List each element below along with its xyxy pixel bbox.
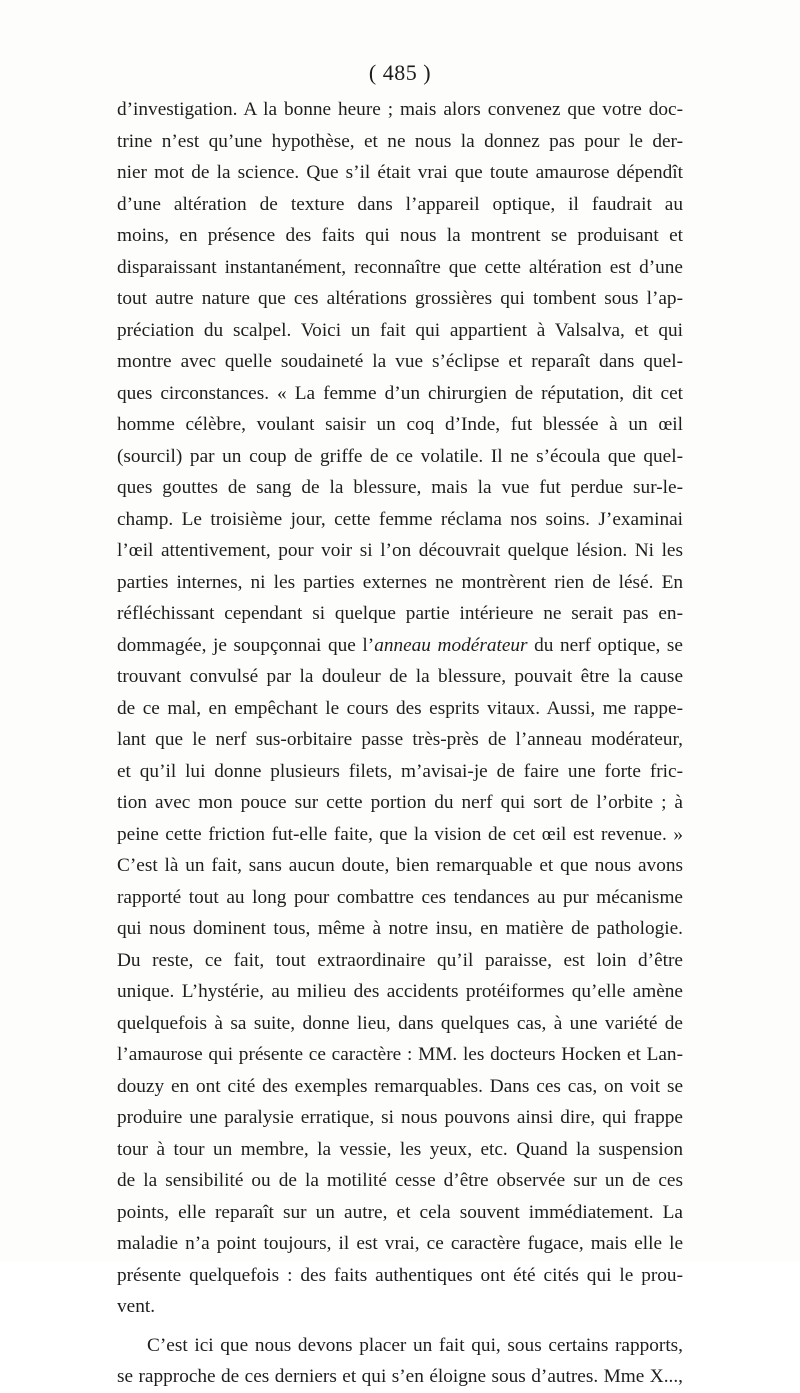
text-line-26: rapporté tout au long pour combattre ces tendances au pur mécanisme [117, 886, 683, 908]
text-line-33: produire une paralysie erratique, si nous pouvons ainsi dire, qui frappe [117, 1107, 683, 1128]
text-line-34: tour à tour un membre, la vessie, les yeux, etc. Quand la suspension [117, 1138, 683, 1160]
text-line-13: ques gouttes de sang de la blessure, mais la vue fut perdue sur-le- [117, 477, 683, 498]
text-line-32: douzy en ont cité des exemples remarquables. Dans ces cas, on voit se [117, 1075, 683, 1097]
text-line-40: C’est ici que nous devons placer un fait qui, sous certains rapports, [147, 1334, 683, 1356]
text-line-25: C’est là un fait, sans aucun doute, bien remarquable et que nous avons [117, 855, 683, 876]
text-line-14: champ. Le troisième jour, cette femme réclama nos soins. J’examinai [117, 508, 683, 530]
text-line-4: d’une altération de texture dans l’appareil optique, il faudrait au [117, 193, 683, 215]
text-line-23: tion avec mon pouce sur cette portion du nerf qui sort de l’orbite ; à [117, 792, 683, 813]
text-line-30: quelquefois à sa suite, donne lieu, dans quelques cas, à une variété de [117, 1012, 683, 1034]
text-line-10: ques circonstances. « La femme d’un chirurgien de réputation, dit cet [117, 382, 683, 404]
text-line-38: présente quelquefois : des faits authentiques ont été cités qui le prou- [117, 1264, 683, 1286]
text-line-16: parties internes, ni les parties externes ne montrèrent rien de lésé. En [117, 571, 683, 593]
text-line-19: trouvant convulsé par la douleur de la blessure, pouvait être la cause [117, 666, 683, 687]
body-text [117, 94, 683, 1393]
text-line-41: se rapproche de ces derniers et qui s’en éloigne sous d’autres. Mme X..., [117, 1366, 683, 1387]
text-line-39: vent. [117, 1296, 156, 1317]
text-line-21: lant que le nerf sus-orbitaire passe très-près de l’anneau modérateur, [117, 729, 683, 750]
text-line-12: (sourcil) par un coup de griffe de ce volatile. Il ne s’écoula que quel- [117, 445, 683, 467]
text-line-29: unique. L’hystérie, au milieu des accidents protéiformes qu’elle amène [117, 981, 683, 1002]
italic-anneau-moderateur: anneau modérateur [374, 634, 528, 656]
text-line-20: de ce mal, en empêchant le cours des esprits vitaux. Aussi, me rappe- [117, 697, 683, 719]
text-line-11: homme célèbre, voulant saisir un coq d’Inde, fut blessée à un œil [117, 414, 683, 435]
text-line-9: montre avec quelle soudaineté la vue s’éclipse et reparaît dans quel- [117, 351, 683, 372]
text-line-27: qui nous dominent tous, même à notre insu, en matière de pathologie. [117, 918, 683, 939]
text-line-17: réfléchissant cependant si quelque partie intérieure ne serait pas en- [117, 603, 683, 624]
page-number: ( 485 ) [368, 60, 432, 85]
text-line-7: tout autre nature que ces altérations grossières qui tombent sous l’ap- [117, 288, 683, 309]
text-line-6: disparaissant instantanément, reconnaître que cette altération est d’une [117, 256, 683, 278]
text-line-28: Du reste, ce fait, tout extraordinaire qu’il paraisse, est loin d’être [117, 949, 683, 971]
text-line-8: préciation du scalpel. Voici un fait qui appartient à Valsalva, et qui [117, 319, 683, 341]
text-line-31: l’amaurose qui présente ce caractère : MM. les docteurs Hocken et Lan- [117, 1044, 683, 1065]
text-line-18-end: du nerf optique, se [527, 634, 683, 656]
text-line-24: peine cette friction fut-elle faite, que la vision de cet œil est revenue. » [117, 823, 683, 845]
text-line-18-start: dommagée, je soupçonnai que l’ [117, 634, 375, 656]
text-line-2: trine n’est qu’une hypothèse, et ne nous la donnez pas pour le der- [117, 130, 683, 152]
text-line-35: de la sensibilité ou de la motilité cesse d’être observée sur un de ces [117, 1170, 683, 1191]
text-line-22: et qu’il lui donne plusieurs filets, m’avisai-je de faire une forte fric- [117, 760, 683, 782]
text-line-5: moins, en présence des faits qui nous la montrent se produisant et [117, 225, 683, 246]
text-line-36: points, elle reparaît sur un autre, et cela souvent immédiatement. La [117, 1201, 683, 1223]
text-line-15: l’œil attentivement, pour voir si l’on découvrait quelque lésion. Ni les [117, 540, 683, 561]
text-line-1: d’investigation. A la bonne heure ; mais alors convenez que votre doc- [117, 99, 683, 120]
text-line-37: maladie n’a point toujours, il est vrai, ce caractère fugace, mais elle le [117, 1233, 683, 1254]
text-line-3: nier mot de la science. Que s’il était vrai que toute amaurose dépendît [117, 162, 683, 183]
text-line-18 [117, 630, 683, 662]
